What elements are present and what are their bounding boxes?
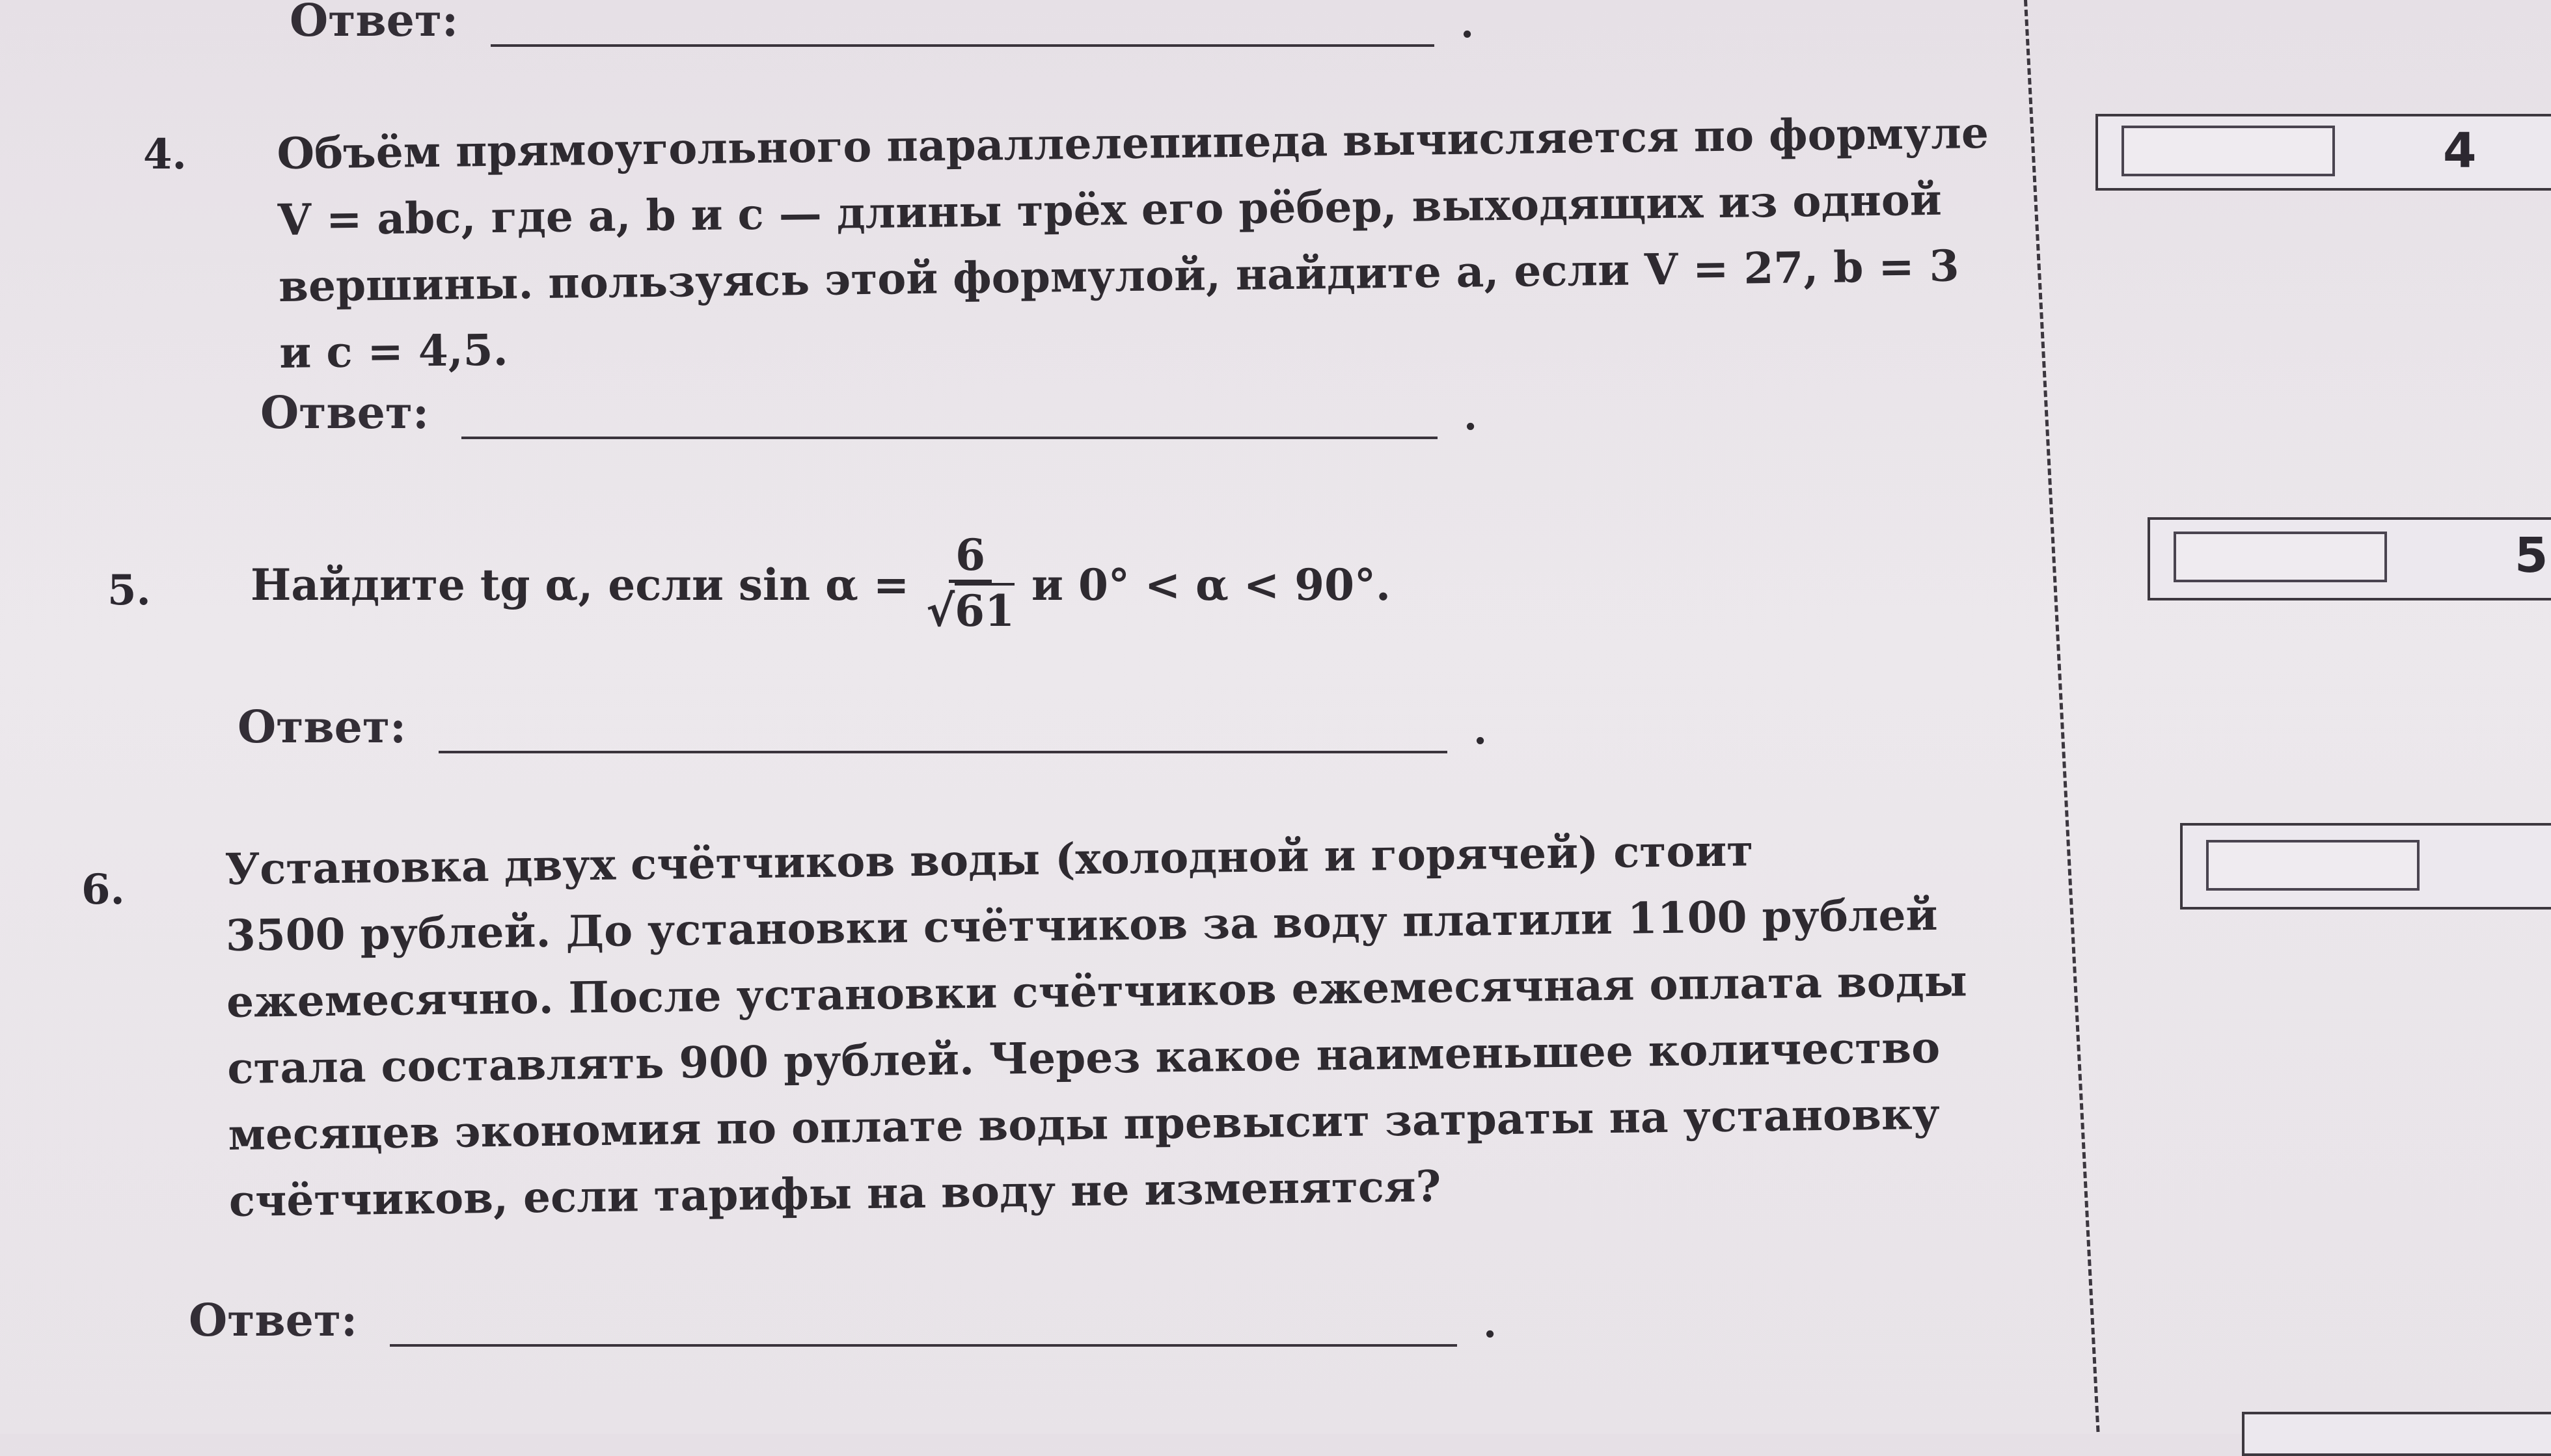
answer-row-task-4 [260, 387, 1477, 439]
fraction-denominator [922, 583, 1018, 640]
answer-row-task-5 [238, 701, 1487, 753]
answer-row-task-6 [189, 1295, 1497, 1347]
task-5-prefix: Найдите tg α, если sin α = [251, 559, 910, 610]
task-line: вершины. пользуясь этой формулой, найдите a, если V = 27, b = 3 [278, 240, 1960, 312]
answer-line[interactable] [491, 44, 1434, 47]
task-6-text [225, 814, 2064, 1234]
answer-label: Ответ: [189, 1295, 358, 1347]
fraction-numerator: 6 [949, 530, 992, 583]
answer-label: Ответ: [238, 701, 407, 753]
margin-box-task-5 [2148, 517, 2551, 600]
margin-box-task-6 [2180, 823, 2551, 910]
answer-line[interactable] [390, 1344, 1457, 1347]
task-line: V = abc, где a, b и c — длины трёх его рёбер, выходящих из одной [277, 174, 1943, 245]
task-line: и c = 4,5. [279, 324, 508, 378]
answer-box[interactable] [2121, 126, 2335, 176]
answer-box[interactable] [2206, 840, 2420, 891]
task-4-text [277, 100, 2011, 386]
sqrt-icon: √ [926, 586, 955, 636]
task-line: Объём прямоугольного параллелепипеда вычисляется по формуле [277, 107, 1989, 179]
answer-dot: . [1483, 1301, 1497, 1347]
task-number: 6. [81, 865, 125, 914]
cut-line [2024, 0, 2100, 1432]
margin-number: 5 [2515, 528, 2548, 584]
margin-number: 4 [2443, 123, 2477, 179]
task-line: Установка двух счётчиков воды (холодной и горячей) стоит [225, 825, 1754, 895]
answer-label: Ответ: [290, 0, 459, 47]
task-number: 5. [107, 566, 151, 615]
task-line: стала составлять 900 рублей. Через какое наименьшее количество [226, 1021, 1941, 1094]
margin-box-next [2242, 1412, 2551, 1456]
task-line: ежемесячно. После установки счётчиков ежемесячная оплата воды [226, 955, 1968, 1027]
answer-row-top [290, 0, 1474, 47]
answer-box[interactable] [2174, 532, 2387, 582]
answer-dot: . [1460, 1, 1475, 47]
answer-line[interactable] [461, 437, 1438, 439]
answer-label: Ответ: [260, 387, 430, 439]
fraction [922, 530, 1018, 640]
answer-dot: . [1473, 708, 1488, 753]
task-line: месяцев экономия по оплате воды превысит затраты на установку [228, 1088, 1941, 1160]
task-line: счётчиков, если тарифы на воду не изменятся? [228, 1161, 1441, 1226]
margin-box-task-4 [2095, 114, 2551, 191]
task-5-suffix: и 0° < α < 90°. [1031, 559, 1391, 610]
answer-line[interactable] [439, 751, 1447, 753]
task-5-text [251, 530, 1552, 640]
task-line: 3500 рублей. До установки счётчиков за воду платили 1100 рублей [225, 889, 1938, 961]
answer-dot: . [1464, 394, 1478, 439]
sqrt-argument: 61 [955, 583, 1015, 636]
task-number: 4. [143, 130, 187, 179]
